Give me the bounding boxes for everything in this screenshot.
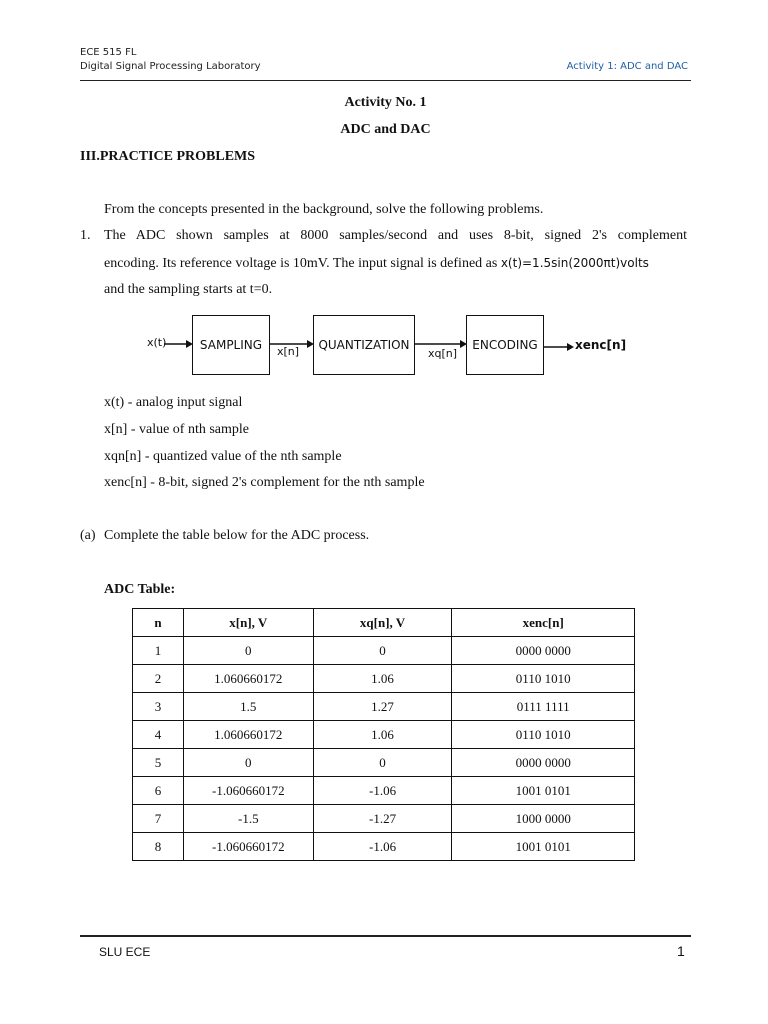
definition-item: xenc[n] - 8-bit, signed 2's complement for the nth sample: [104, 475, 425, 490]
cell-n: 3: [133, 693, 184, 721]
cell-xq: -1.06: [313, 833, 452, 861]
problem-number: 1.: [80, 228, 91, 243]
cell-xq: -1.06: [313, 777, 452, 805]
encoding-block: ENCODING: [466, 315, 544, 375]
cell-xq: 1.06: [313, 721, 452, 749]
input-signal-label: x(t): [147, 336, 167, 349]
cell-xenc: 0110 1010: [452, 665, 635, 693]
intro-text: From the concepts presented in the background, solve the following problems.: [104, 202, 544, 217]
page-number: 1: [677, 943, 685, 959]
table-row: [133, 721, 635, 749]
cell-xenc: 0110 1010: [452, 721, 635, 749]
cell-x: 1.060660172: [183, 665, 313, 693]
cell-x: -1.060660172: [183, 833, 313, 861]
cell-xenc: 0111 1111: [452, 693, 635, 721]
problem-line-3: and the sampling starts at t=0.: [104, 282, 273, 297]
activity-reference: Activity 1: ADC and DAC: [566, 61, 688, 72]
cell-x: 1.060660172: [183, 721, 313, 749]
cell-x: 0: [183, 637, 313, 665]
table-row: [133, 777, 635, 805]
cell-xenc: 0000 0000: [452, 637, 635, 665]
header-rule: [80, 80, 691, 81]
section-title: PRACTICE PROBLEMS: [99, 149, 256, 164]
cell-xq: 0: [313, 749, 452, 777]
problem-line-2: [104, 256, 649, 271]
part-a-text: Complete the table below for the ADC process.: [104, 528, 370, 543]
problem-line-2-text: encoding. Its reference voltage is 10mV. The input signal is defined as: [104, 256, 501, 271]
table-row: [133, 749, 635, 777]
cell-n: 1: [133, 637, 184, 665]
cell-n: 2: [133, 665, 184, 693]
footer-institution: SLU ECE: [99, 945, 151, 959]
cell-xq: 0: [313, 637, 452, 665]
cell-xenc: 1000 0000: [452, 805, 635, 833]
course-code: ECE 515 FL: [80, 47, 137, 58]
section-heading: [80, 149, 255, 165]
output-signal-label: xenc[n]: [575, 338, 627, 352]
cell-xenc: 1001 0101: [452, 833, 635, 861]
cell-xq: 1.27: [313, 693, 452, 721]
definition-item: xqn[n] - quantized value of the nth sample: [104, 449, 342, 464]
arrow-output: [544, 339, 576, 355]
table-row: [133, 833, 635, 861]
cell-x: -1.5: [183, 805, 313, 833]
section-number: III.: [80, 149, 100, 164]
table-row: [133, 693, 635, 721]
quantized-signal-label: xq[n]: [428, 347, 458, 360]
table-caption: ADC Table:: [104, 582, 176, 597]
definition-item: x[n] - value of nth sample: [104, 422, 250, 437]
cell-x: 1.5: [183, 693, 313, 721]
cell-xenc: 0000 0000: [452, 749, 635, 777]
column-header: xenc[n]: [452, 609, 635, 637]
table-row: [133, 805, 635, 833]
column-header: xq[n], V: [313, 609, 452, 637]
footer-rule: [80, 935, 691, 937]
cell-xq: 1.06: [313, 665, 452, 693]
cell-x: -1.060660172: [183, 777, 313, 805]
problem-line-1: The ADC shown samples at 8000 samples/second and uses 8-bit, signed 2's complement: [104, 228, 687, 243]
adc-table: [132, 608, 635, 861]
cell-n: 6: [133, 777, 184, 805]
sample-signal-label: x[n]: [277, 345, 300, 358]
signal-equation: x(t)=1.5sin(2000πt)volts: [500, 256, 649, 270]
activity-subject: ADC and DAC: [340, 122, 431, 137]
cell-n: 5: [133, 749, 184, 777]
cell-xq: -1.27: [313, 805, 452, 833]
cell-n: 4: [133, 721, 184, 749]
definition-item: x(t) - analog input signal: [104, 395, 243, 410]
table-row: [133, 665, 635, 693]
lab-name: Digital Signal Processing Laboratory: [80, 61, 261, 72]
cell-n: 7: [133, 805, 184, 833]
arrow-input: [164, 336, 194, 352]
activity-title: Activity No. 1: [344, 95, 427, 110]
table-row: [133, 637, 635, 665]
sampling-block: SAMPLING: [192, 315, 270, 375]
part-a-label: (a): [80, 528, 96, 543]
column-header: n: [133, 609, 184, 637]
quantization-block: QUANTIZATION: [313, 315, 415, 375]
cell-xenc: 1001 0101: [452, 777, 635, 805]
cell-x: 0: [183, 749, 313, 777]
column-header: x[n], V: [183, 609, 313, 637]
cell-n: 8: [133, 833, 184, 861]
table-header-row: [133, 609, 635, 637]
